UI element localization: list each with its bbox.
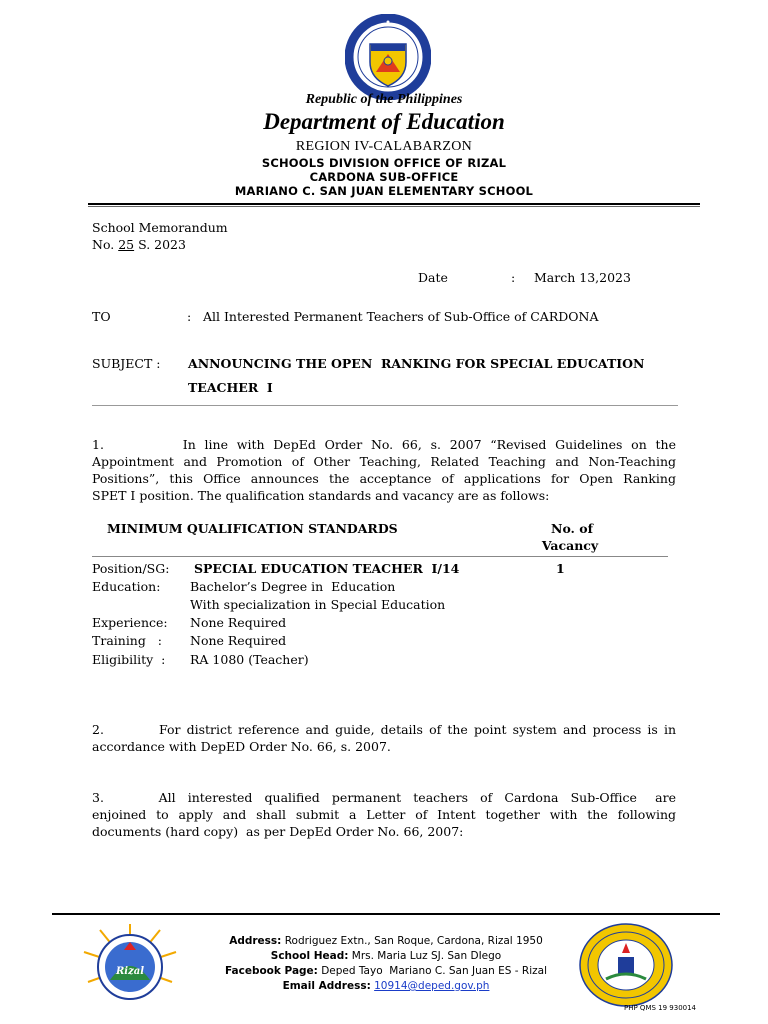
paragraph-2-line: 2. For district reference and guide, details of the point system and process is in [92,722,676,737]
subject-line-1: ANNOUNCING THE OPEN RANKING FOR SPECIAL EDUCATION [188,356,645,371]
position-value: SPECIAL EDUCATION TEACHER I/14 [194,561,460,576]
paragraph-2 [92,721,676,755]
svg-text:Rizal: Rizal [115,966,145,977]
school-heading: MARIANO C. SAN JUAN ELEMENTARY SCHOOL [234,184,534,198]
paragraph-1-line: SPET I position. The qualification standards and vacancy are as follows: [92,488,550,503]
position-label: Position/SG: [92,561,170,576]
to-value: All Interested Permanent Teachers of Sub-Office of CARDONA [203,309,599,324]
vacancy-count: 1 [556,561,565,576]
memo-number: No. 25 S. 2023 [92,237,186,252]
training-label: Training : [92,633,162,648]
deped-seal [345,14,431,100]
date-colon: : [511,270,516,285]
email-link[interactable]: 10914@deped.gov.ph [374,980,490,992]
footer-address: Address: Rodriguez Extn., San Roque, Cardona, Rizal 1950 [229,935,543,947]
date-value: March 13,2023 [534,270,631,285]
table-rule [92,556,668,557]
paragraph-3-line: enjoined to apply and shall submit a Letter of Intent together with the following [92,807,676,822]
paragraph-2-line: accordance with DepED Order No. 66, s. 2007. [92,739,391,754]
paragraph-3 [92,789,676,840]
vacancy-header-1: No. of [551,521,593,536]
footer-school-head: School Head: Mrs. Maria Luz SJ. San DIego [270,950,502,962]
experience-label: Experience: [92,615,168,630]
header-rule [88,203,700,205]
vacancy-header-2: Vacancy [541,538,599,553]
division-heading: SCHOOLS DIVISION OFFICE OF RIZAL [261,156,507,170]
date-label: Date [418,270,448,285]
paragraph-1 [92,436,676,504]
education-value: Bachelor’s Degree in Education [190,579,396,594]
header-rule-thin [88,206,700,207]
education-label: Education: [92,579,161,594]
footer-rule [52,913,720,915]
to-label: TO [92,309,111,324]
republic-heading: Republic of the Philippines [305,92,463,107]
paragraph-1-line: Appointment and Promotion of Other Teaching, Related Teaching and Non-Teaching [92,454,676,469]
qualification-header: MINIMUM QUALIFICATION STANDARDS [107,521,398,536]
subject-label: SUBJECT : [92,356,161,371]
subject-line-2: TEACHER I [188,380,273,395]
to-colon: : [187,309,192,324]
memo-type: School Memorandum [92,220,228,235]
footer-email: Email Address: 10914@deped.gov.ph [282,980,490,992]
suboffice-heading: CARDONA SUB-OFFICE [309,170,459,184]
eligibility-label: Eligibility : [92,652,166,667]
footer-facebook: Facebook Page: Deped Tayo Mariano C. San Juan ES - Rizal [224,965,548,977]
training-value: None Required [190,633,287,648]
department-heading: Department of Education [263,109,505,134]
paragraph-1-line: Positions”, this Office announces the acceptance of applications for Open Ranking [92,471,676,486]
document-number: PHP QMS 19 930014 [624,1004,697,1012]
paragraph-3-line: documents (hard copy) as per DepEd Order No. 66, 2007: [92,824,464,839]
experience-value: None Required [190,615,287,630]
paragraph-1-line: 1. In line with DepEd Order No. 66, s. 2007 “Revised Guidelines on the [92,437,676,452]
region-heading: REGION IV-CALABARZON [295,139,473,154]
education-specialization: With specialization in Special Education [190,597,446,612]
school-logo [578,923,674,1007]
subject-rule [92,405,678,406]
eligibility-value: RA 1080 (Teacher) [190,652,309,667]
paragraph-3-line: 3. All interested qualified permanent teachers of Cardona Sub-Office are [92,790,676,805]
division-rizal-logo [80,922,180,1012]
